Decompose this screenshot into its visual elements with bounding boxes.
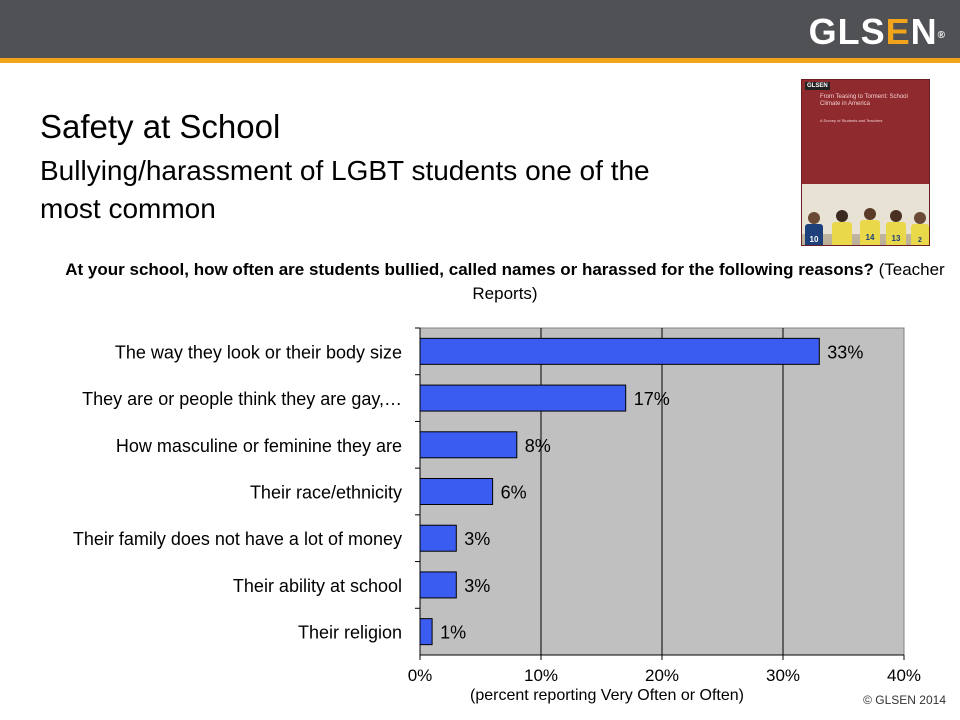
cover-jersey-number: 2 <box>918 237 922 244</box>
x-axis-title: (percent reporting Very Often or Often) <box>470 687 744 704</box>
cover-jersey-number: 10 <box>809 235 819 244</box>
x-tick-label: 0% <box>407 666 433 685</box>
category-label: Their religion <box>297 622 402 643</box>
bar <box>420 619 432 645</box>
data-label: 1% <box>440 622 467 643</box>
cover-logo: GLSEN <box>807 83 828 89</box>
slide-title: Safety at School <box>40 108 281 145</box>
cover-jersey-number: 13 <box>891 234 901 243</box>
category-label: Their ability at school <box>232 575 402 596</box>
data-label: 6% <box>500 482 527 503</box>
bar <box>420 432 517 458</box>
data-label: 17% <box>633 389 670 410</box>
x-tick-label: 30% <box>765 666 801 685</box>
slide-subtitle: Bullying/harassment of LGBT students one of the most common <box>40 155 650 224</box>
bar <box>420 525 456 551</box>
bar <box>420 385 626 411</box>
category-label: How masculine or feminine they are <box>115 435 402 456</box>
x-tick-label: 40% <box>886 666 922 685</box>
cover-title: From Teasing to Torment: School Climate in America <box>820 94 908 107</box>
data-label: 8% <box>524 435 551 456</box>
category-label: They are or people think they are gay,… <box>82 389 402 410</box>
glsen-logo: GLSEN® <box>808 11 946 52</box>
category-label: Their race/ethnicity <box>249 482 402 503</box>
bar <box>420 479 493 505</box>
data-label: 3% <box>464 575 491 596</box>
x-tick-label: 20% <box>644 666 680 685</box>
chart-question-bold: At your school, how often are students bullied, called names or harassed for the following reasons? <box>65 260 874 279</box>
category-label: The way they look or their body size <box>114 342 402 363</box>
cover-subtitle: A Survey of Students and Teachers <box>820 118 883 123</box>
bar <box>420 572 456 598</box>
cover-jersey-number: 14 <box>865 233 875 242</box>
chart-question-note: (Teacher Reports) <box>472 260 945 303</box>
data-label: 3% <box>464 529 491 550</box>
bar <box>420 338 819 364</box>
category-label: Their family does not have a lot of money <box>72 529 402 550</box>
copyright-footer: © GLSEN 2014 <box>863 693 946 707</box>
x-tick-label: 10% <box>523 666 559 685</box>
data-label: 33% <box>827 342 864 363</box>
